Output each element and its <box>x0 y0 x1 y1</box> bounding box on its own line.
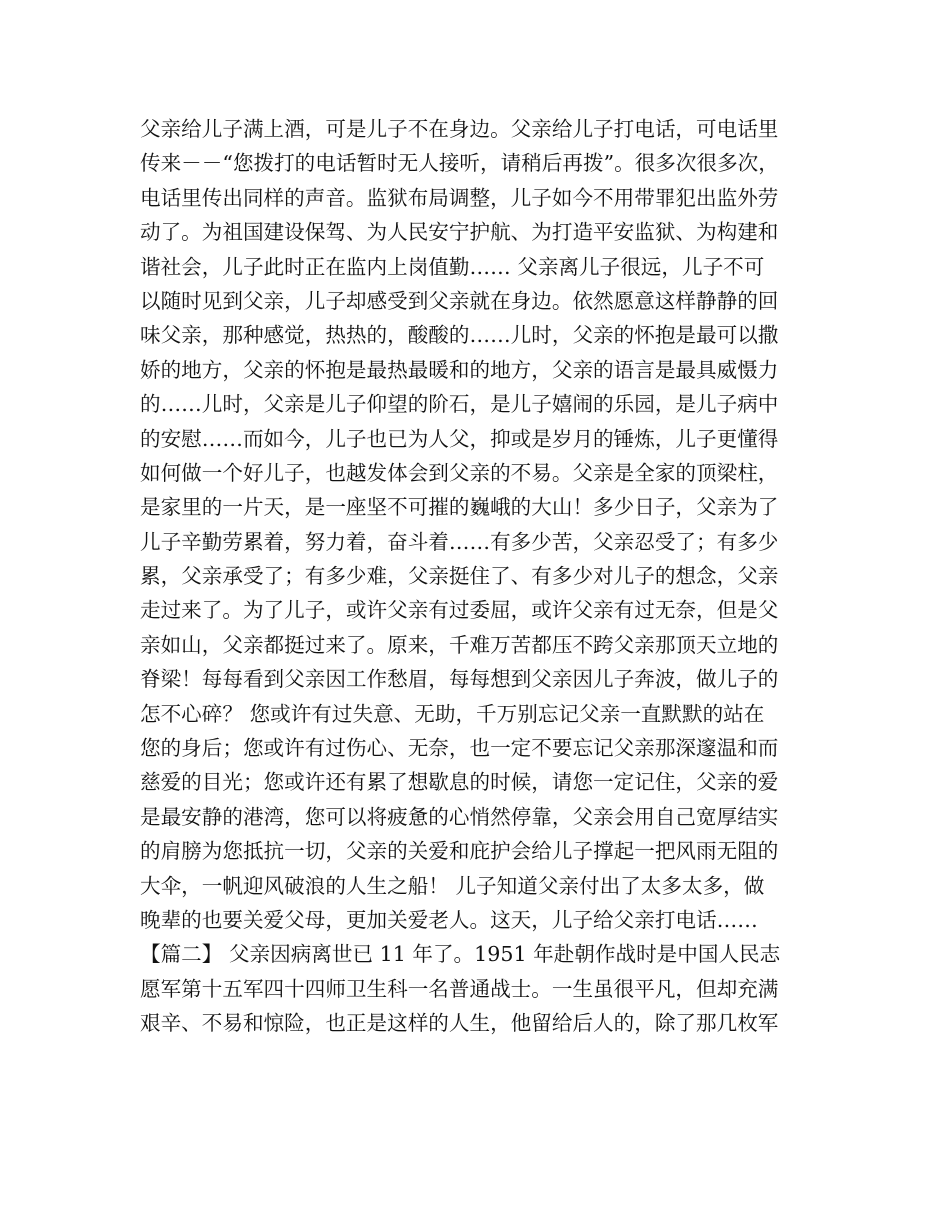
text-line: 您的身后；您或许有过伤心、无奈，也一定不要忘记父亲那深邃温和而 <box>140 736 779 761</box>
text-line: 愿军第十五军四十四师卫生科一名普通战士。一生虽很平凡，但却充满 <box>140 976 779 1001</box>
text-line: 亲如山，父亲都挺过来了。原来，千难万苦都压不跨父亲那顶天立地的 <box>140 632 779 657</box>
text-line: 儿子辛勤劳累着，努力着，奋斗着……有多少苦，父亲忍受了；有多少 <box>140 529 779 554</box>
text-line: 累，父亲承受了；有多少难，父亲挺住了、有多少对儿子的想念，父亲 <box>140 564 779 589</box>
text-line: 大伞，一帆迎风破浪的人生之船！ 儿子知道父亲付出了太多太多，做 <box>140 873 765 898</box>
text-line: 谐社会，儿子此时正在监内上岗值勤…… 父亲离儿子很远，儿子不可 <box>140 254 765 279</box>
text-line: 以随时见到父亲，儿子却感受到父亲就在身边。依然愿意这样静静的回 <box>140 288 779 313</box>
text-line: 慈爱的目光；您或许还有累了想歇息的时候，请您一定记住，父亲的爱 <box>140 770 779 795</box>
text-line: 怎不心碎？ 您或许有过失意、无助，千万别忘记父亲一直默默的站在 <box>140 701 765 726</box>
text-line: 是家里的一片天，是一座坚不可摧的巍峨的大山！多少日子，父亲为了 <box>140 495 779 520</box>
text-line: 的安慰……而如今，儿子也已为人父，抑或是岁月的锤炼，儿子更懂得 <box>140 426 779 451</box>
text-line: 娇的地方，父亲的怀抱是最热最暖和的地方，父亲的语言是最具威慑力 <box>140 357 779 382</box>
section-heading-line: 【篇二】 父亲因病离世已 11 年了。1951 年赴朝作战时是中国人民志 <box>140 942 781 967</box>
text-line: 父亲给儿子满上酒，可是儿子不在身边。父亲给儿子打电话，可电话里 <box>140 117 779 141</box>
text-line: 艰辛、不易和惊险，也正是这样的人生，他留给后人的，除了那几枚军 <box>140 1011 779 1036</box>
text-line: 传来－－“您拨打的电话暂时无人接听，请稍后再拨”。很多次很多次， <box>140 151 779 176</box>
text-line: 走过来了。为了儿子，或许父亲有过委屈，或许父亲有过无奈，但是父 <box>140 598 779 623</box>
text-line: 的肩膀为您抵抗一切，父亲的关爱和庇护会给儿子撑起一把风雨无阻的 <box>140 839 779 864</box>
text-line: 的……儿时，父亲是儿子仰望的阶石，是儿子嬉闹的乐园，是儿子病中 <box>140 392 779 417</box>
text-line: 电话里传出同样的声音。监狱布局调整，儿子如今不用带罪犯出监外劳 <box>140 185 779 210</box>
text-line: 是最安静的港湾，您可以将疲惫的心悄然停靠，父亲会用自己宽厚结实 <box>140 804 779 829</box>
text-line: 动了。为祖国建设保驾、为人民安宁护航、为打造平安监狱、为构建和 <box>140 220 779 245</box>
text-line: 脊梁！每每看到父亲因工作愁眉，每每想到父亲因儿子奔波，做儿子的 <box>140 667 779 692</box>
article-body <box>140 112 820 1041</box>
text-line: 如何做一个好儿子，也越发体会到父亲的不易。父亲是全家的顶梁柱， <box>140 460 779 485</box>
text-line: 味父亲，那种感觉，热热的，酸酸的……儿时，父亲的怀抱是最可以撒 <box>140 323 779 348</box>
text-line: 晚辈的也要关爱父母，更加关爱老人。这天，儿子给父亲打电话…… <box>140 907 758 932</box>
